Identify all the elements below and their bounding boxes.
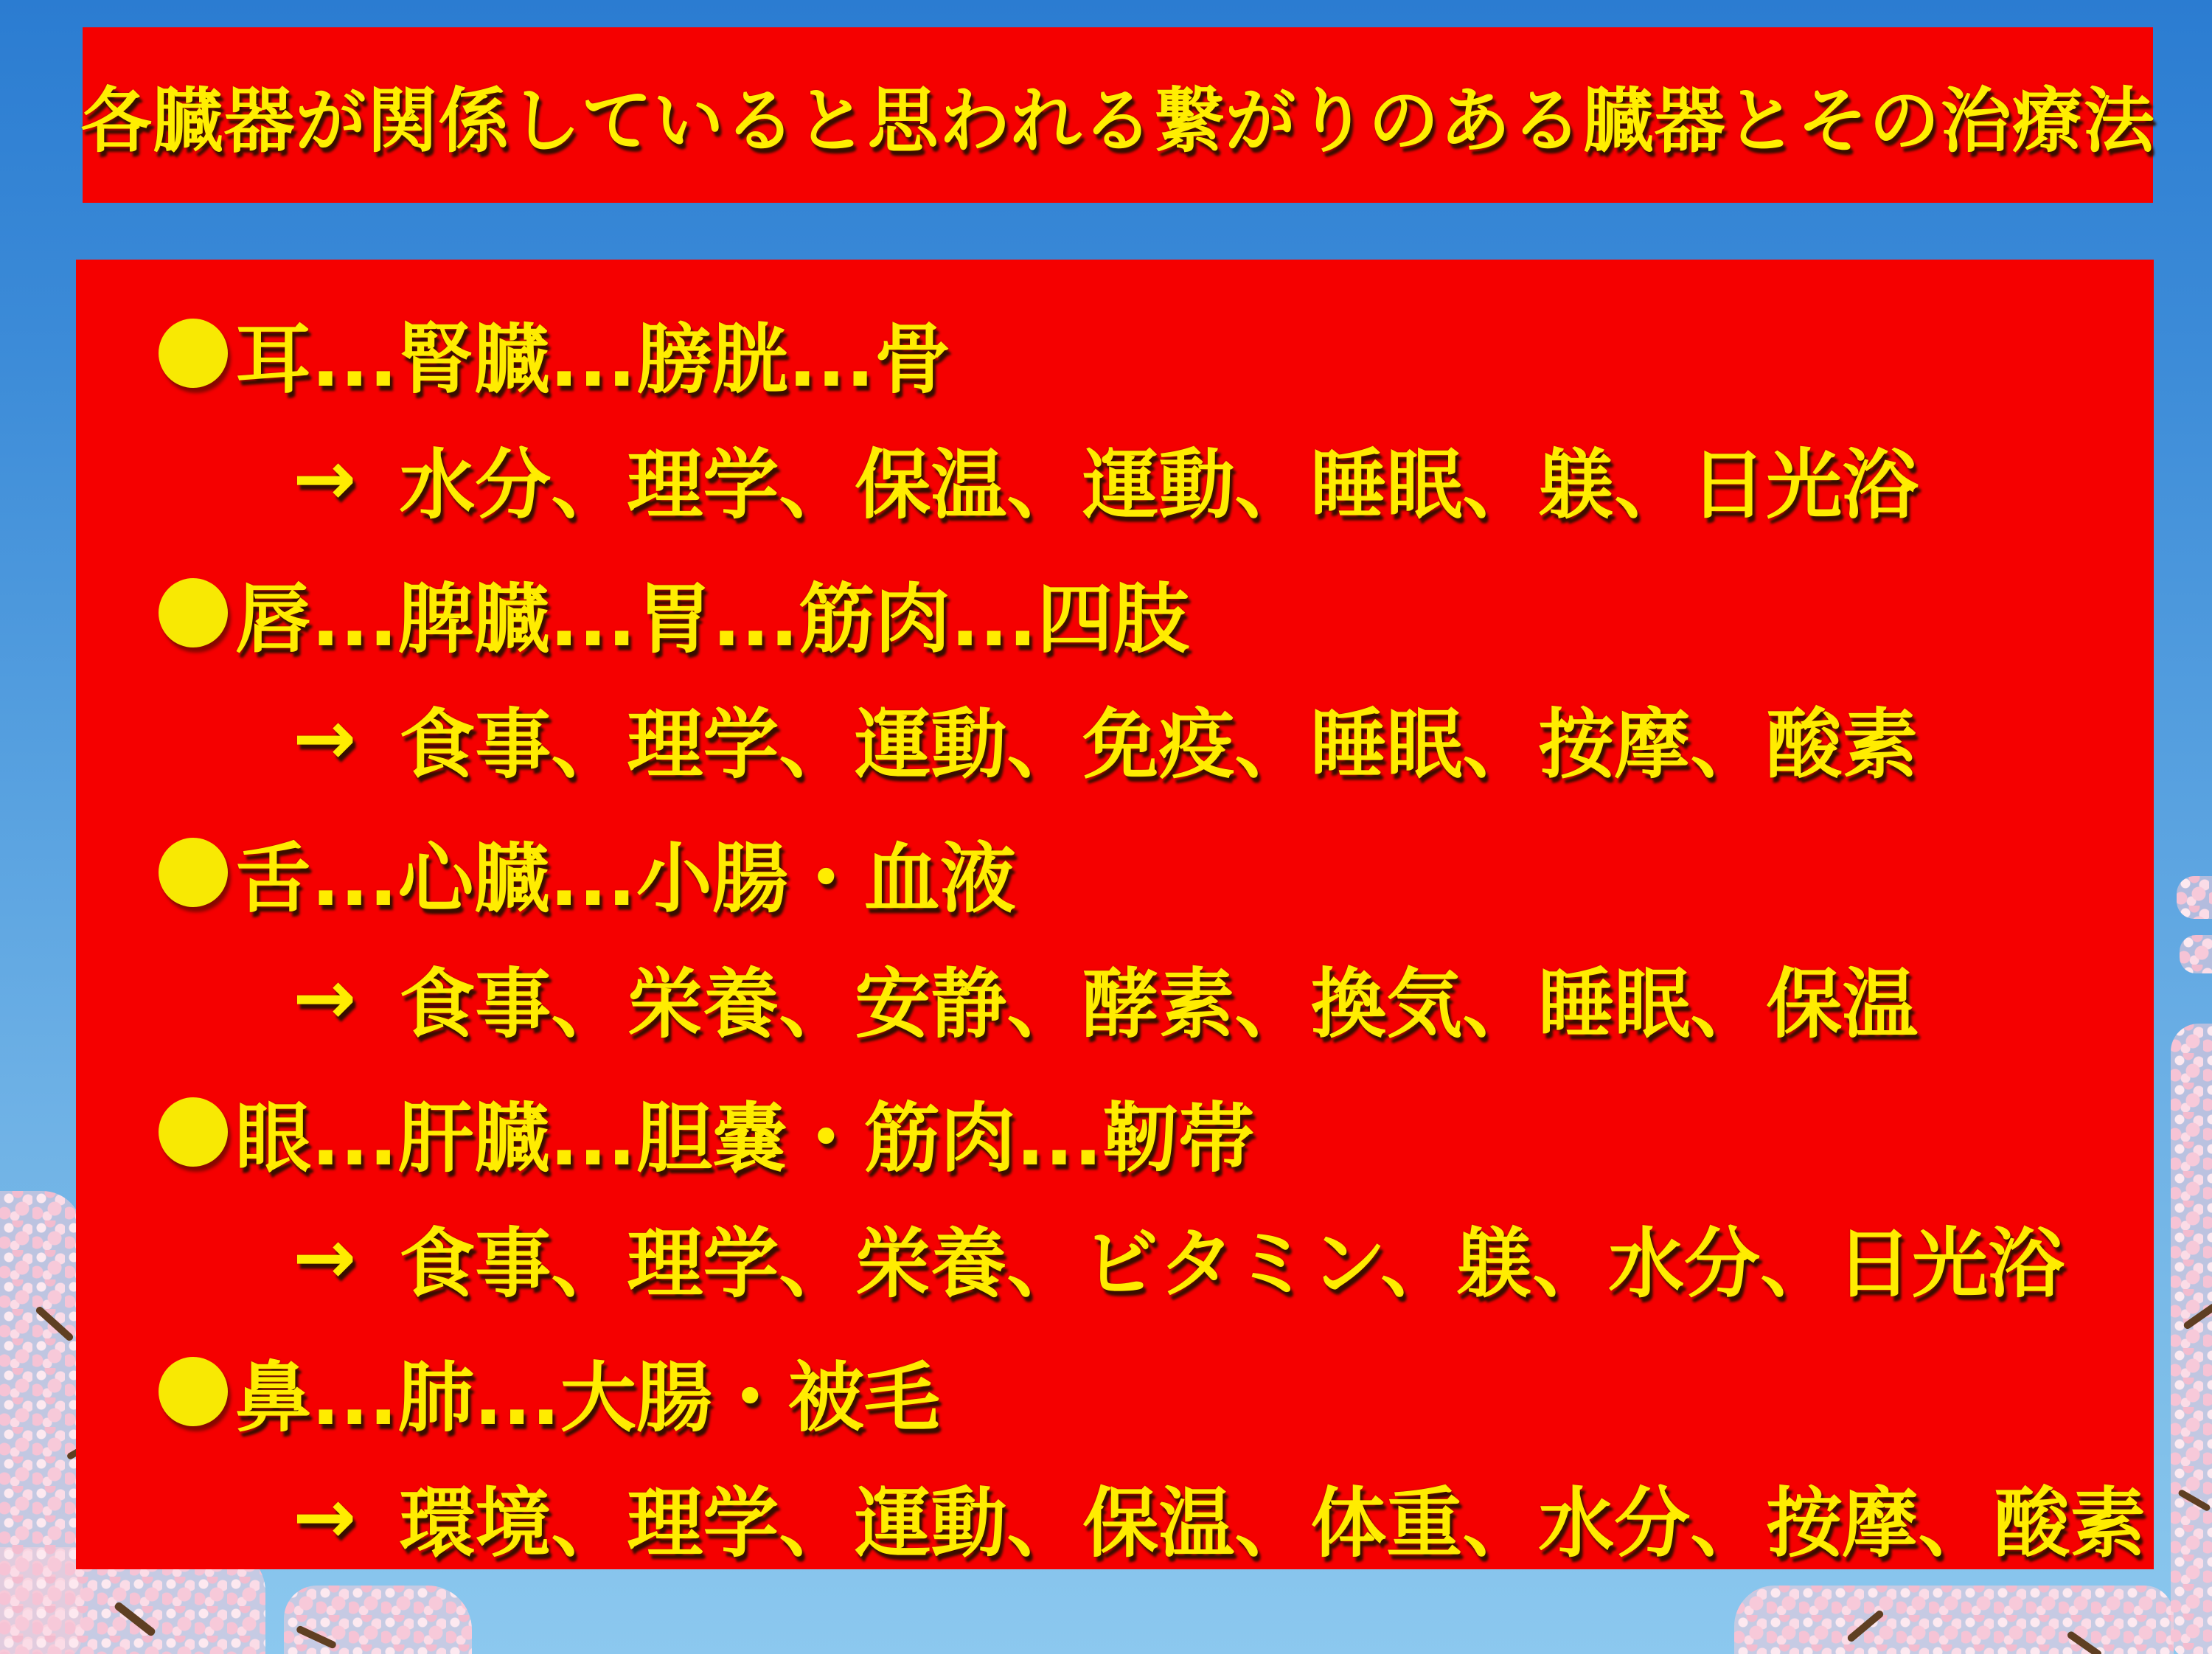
arrow-icon: → — [293, 1213, 357, 1302]
organ-line — [159, 1069, 2154, 1195]
bullet-icon — [159, 838, 228, 907]
cherry-blossom-cluster — [1734, 1586, 2174, 1658]
therapy-text: 水分、理学、保温、運動、睡眠、躾、日光浴 — [399, 441, 1919, 529]
bottom-white-strip — [0, 1654, 2212, 1660]
therapy-line — [159, 416, 2154, 541]
therapy-line — [159, 1454, 2154, 1580]
content-panel — [76, 260, 2154, 1569]
organ-text: 眼...肝臓...胆嚢・筋肉...靭帯 — [235, 1094, 1255, 1183]
cherry-blossom-cluster — [2171, 1024, 2212, 1659]
therapy-line — [159, 676, 2154, 801]
bullet-icon — [159, 578, 228, 647]
organ-group — [159, 291, 2154, 541]
organ-line — [159, 291, 2154, 416]
arrow-icon: → — [293, 434, 357, 523]
therapy-line — [159, 1195, 2154, 1320]
organ-group — [159, 810, 2154, 1060]
organ-text: 唇...脾臓...胃...筋肉...四肢 — [235, 575, 1189, 664]
organ-line — [159, 810, 2154, 935]
organ-group — [159, 550, 2154, 801]
organ-group — [159, 1069, 2154, 1320]
organ-text: 鼻...肺...大腸・被毛 — [235, 1354, 940, 1442]
cherry-blossom-cluster — [2177, 876, 2212, 919]
bullet-icon — [159, 319, 228, 388]
arrow-icon: → — [293, 694, 357, 782]
bullet-icon — [159, 1357, 228, 1426]
cherry-blossom-cluster — [284, 1586, 472, 1658]
therapy-text: 食事、栄養、安静、酵素、換気、睡眠、保温 — [399, 960, 1919, 1049]
organ-text: 舌...心臓...小腸・血液 — [235, 835, 1016, 923]
therapy-text: 食事、理学、栄養、ビタミン、躾、水分、日光浴 — [399, 1220, 2065, 1308]
cherry-blossom-cluster — [2180, 935, 2212, 973]
organ-line — [159, 1329, 2154, 1454]
therapy-text: 食事、理学、運動、免疫、睡眠、按摩、酸素 — [399, 701, 1919, 789]
slide-title: 各臓器が関係していると思われる繋がりのある臓器とその治療法 — [80, 79, 2155, 162]
therapy-text: 環境、理学、運動、保温、体重、水分、按摩、酸素 — [399, 1479, 2146, 1568]
therapy-line — [159, 935, 2154, 1060]
organ-text: 耳...腎臓...膀胱...骨 — [235, 316, 951, 404]
title-banner — [80, 27, 2155, 203]
organ-group — [159, 1329, 2154, 1580]
bullet-icon — [159, 1097, 228, 1167]
organ-line — [159, 550, 2154, 676]
arrow-icon: → — [293, 954, 357, 1042]
arrow-icon: → — [293, 1473, 357, 1561]
